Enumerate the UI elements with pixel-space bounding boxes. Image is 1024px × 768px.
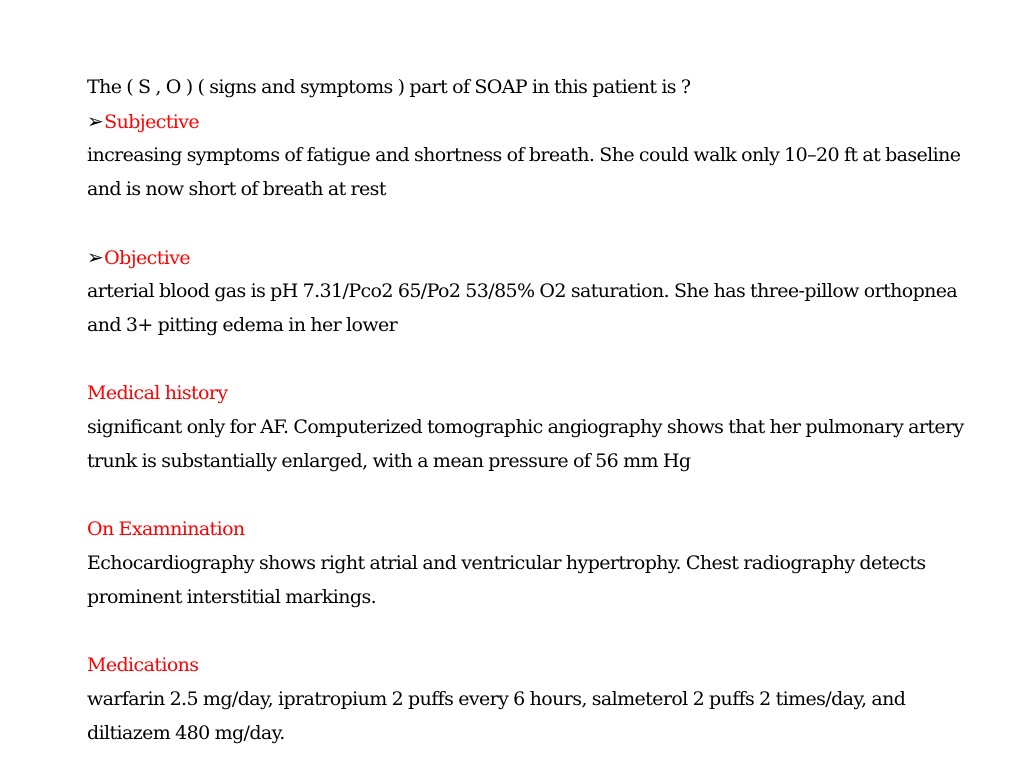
question-text: The ( S , O ) ( signs and symptoms ) part of SOAP in this patient is ? bbox=[87, 76, 691, 98]
objective-heading bbox=[87, 240, 977, 274]
subjective-text: increasing symptoms of fatigue and shortness of breath. She could walk only 10–20 ft at baseline and is now short of breath at rest bbox=[87, 144, 961, 200]
medical-history-heading: Medical history bbox=[87, 382, 228, 404]
medical-history-text: significant only for AF. Computerized tomographic angiography shows that her pulmonary artery trunk is substantially enlarged, with a mean pressure of 56 mm Hg bbox=[87, 416, 964, 472]
on-examination-text: Echocardiography shows right atrial and ventricular hypertrophy. Chest radiography detects prominent interstitial markings. bbox=[87, 552, 926, 608]
arrow-bullet-icon: ➢ bbox=[87, 109, 104, 133]
on-examination-heading: On Examnination bbox=[87, 518, 245, 540]
spacer bbox=[87, 342, 977, 376]
arrow-bullet-icon: ➢ bbox=[87, 245, 104, 269]
slide-content bbox=[87, 70, 977, 750]
spacer bbox=[87, 478, 977, 512]
subjective-heading bbox=[87, 104, 977, 138]
subjective-heading-label: Subjective bbox=[104, 111, 200, 133]
spacer bbox=[87, 614, 977, 648]
medications-text: warfarin 2.5 mg/day, ipratropium 2 puffs every 6 hours, salmeterol 2 puffs 2 times/day, and diltiazem 480 mg/day. bbox=[87, 688, 906, 744]
spacer bbox=[87, 206, 977, 240]
medications-heading: Medications bbox=[87, 654, 199, 676]
objective-text: arterial blood gas is pH 7.31/Pco2 65/Po2 53/85% O2 saturation. She has three-pillow orthopnea and 3+ pitting edema in her lower bbox=[87, 280, 958, 336]
objective-heading-label: Objective bbox=[104, 247, 190, 269]
